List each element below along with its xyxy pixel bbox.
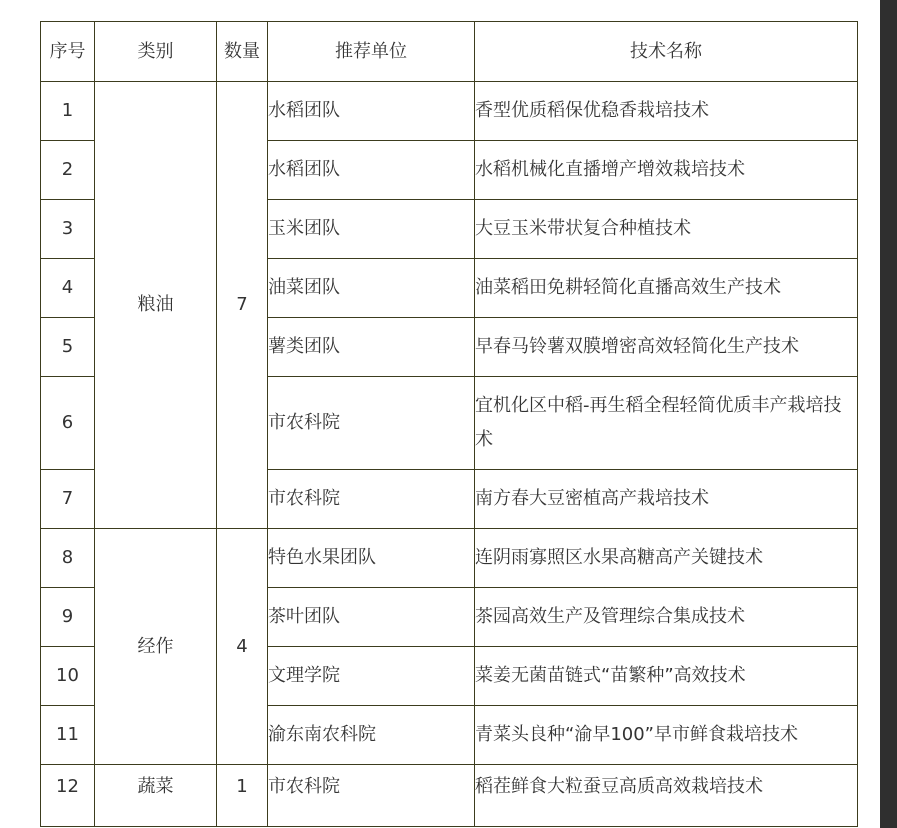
row-no: 4 [41,259,95,318]
technology-table [40,21,858,827]
row-tech: 宜机化区中稻-再生稻全程轻简优质丰产栽培技术 [475,377,858,470]
row-unit: 渝东南农科院 [268,706,475,765]
group-count: 1 [217,765,268,827]
row-unit: 文理学院 [268,647,475,706]
row-no: 7 [41,470,95,529]
row-unit: 市农科院 [268,377,475,470]
table-row [41,82,858,141]
row-unit: 玉米团队 [268,200,475,259]
row-no: 1 [41,82,95,141]
row-unit: 水稻团队 [268,141,475,200]
row-tech: 油菜稻田免耕轻简化直播高效生产技术 [475,259,858,318]
row-no: 2 [41,141,95,200]
row-no: 12 [41,765,95,827]
row-unit: 市农科院 [268,765,475,827]
group-category: 蔬菜 [95,765,217,827]
row-unit: 水稻团队 [268,82,475,141]
row-tech: 青菜头良种“渝早100”早市鲜食栽培技术 [475,706,858,765]
header-count: 数量 [217,22,268,82]
row-tech: 茶园高效生产及管理综合集成技术 [475,588,858,647]
row-tech: 香型优质稻保优稳香栽培技术 [475,82,858,141]
row-no: 3 [41,200,95,259]
table-header-row [41,22,858,82]
row-no: 11 [41,706,95,765]
row-tech: 菜姜无菌苗链式“苗繁种”高效技术 [475,647,858,706]
header-unit: 推荐单位 [268,22,475,82]
table-row [41,765,858,827]
row-unit: 茶叶团队 [268,588,475,647]
row-no: 5 [41,318,95,377]
row-unit: 市农科院 [268,470,475,529]
group-count: 7 [217,82,268,529]
group-category: 经作 [95,529,217,765]
header-no: 序号 [41,22,95,82]
table-row [41,529,858,588]
row-unit: 油菜团队 [268,259,475,318]
row-tech: 大豆玉米带状复合种植技术 [475,200,858,259]
row-tech: 稻茬鲜食大粒蚕豆高质高效栽培技术 [475,765,858,827]
row-no: 6 [41,377,95,470]
group-count: 4 [217,529,268,765]
row-unit: 薯类团队 [268,318,475,377]
group-category: 粮油 [95,82,217,529]
row-no: 9 [41,588,95,647]
row-no: 8 [41,529,95,588]
row-no: 10 [41,647,95,706]
scrollbar[interactable] [880,0,897,828]
row-tech: 水稻机械化直播增产增效栽培技术 [475,141,858,200]
row-tech: 早春马铃薯双膜增密高效轻简化生产技术 [475,318,858,377]
row-tech: 南方春大豆密植高产栽培技术 [475,470,858,529]
row-unit: 特色水果团队 [268,529,475,588]
header-tech: 技术名称 [475,22,858,82]
row-tech: 连阴雨寡照区水果高糖高产关键技术 [475,529,858,588]
header-category: 类别 [95,22,217,82]
